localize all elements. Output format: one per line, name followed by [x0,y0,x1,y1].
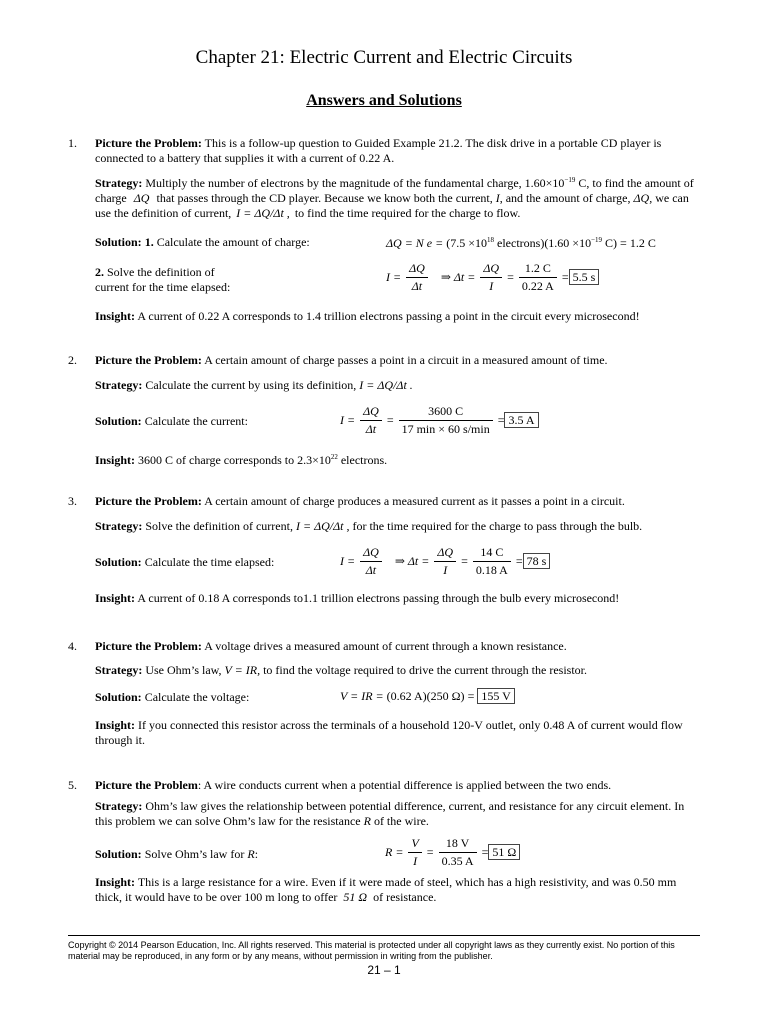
insight-label: Insight: [95,875,136,889]
strategy-text: to find the time required for the charge to flow. [294,206,521,220]
inline-equation: V = IR, [224,663,261,677]
equation-part: C [602,236,614,250]
fraction [399,404,493,437]
equation-result: = 1.2 C [620,236,656,250]
inline-equation: I = ΔQ/Δt . [359,378,413,392]
strategy-paragraph [95,378,700,393]
insight-paragraph [95,450,700,468]
picture-text: A certain amount of charge produces a measured current as it passes a point in a circuit. [204,494,625,508]
problem-5 [68,778,700,908]
equation-part: electrons [494,236,541,250]
insight-label: Insight: [95,309,136,323]
insight-text: A current of 0.22 A corresponds to 1.4 trillion electrons passing a point in the circuit every microsecond! [137,309,640,323]
denominator: 0.35 A [441,854,474,868]
problem-number: 4. [68,639,77,653]
solution-text: Calculate the current: [144,414,248,428]
problem-number: 2. [68,353,77,367]
solution-label: Solution: [95,690,142,704]
strategy-italic: R [363,814,371,828]
strategy-text: charge, [595,191,631,205]
answer-box: 3.5 A [504,412,538,428]
inline-equation: 51 Ω [343,890,368,904]
solution-text: : [254,847,259,861]
insight-text: A current of 0.18 A corresponds to1.1 trillion electrons passing through the bulb every microsecond! [137,591,620,605]
strategy-label: Strategy: [95,663,143,677]
fraction [406,261,428,294]
strategy-text: of the wire. [373,814,429,828]
solution-text: Calculate the amount of charge: [156,235,310,249]
fraction [439,836,477,869]
numerator: ΔQ [406,261,428,278]
equation-voltage [340,689,515,704]
insight-paragraph [95,591,700,606]
picture-label: Picture the Problem: [95,136,202,150]
numerator: 18 V [439,836,477,853]
insight-label: Insight: [95,718,136,732]
picture-paragraph [95,778,700,793]
picture-label: Picture the Problem: [95,494,202,508]
problem-number: 1. [68,136,77,150]
insight-text: 3600 C of charge corresponds to 2.3×10 [138,453,331,467]
solution-step-number: 1. [144,235,154,249]
inline-equation: I = ΔQ/Δt , [295,519,350,533]
picture-label: Picture the Problem: [95,639,202,653]
solution-text: current for the time elapsed: [95,280,231,294]
page-number: 21 – 1 [367,963,401,977]
strategy-text: we can use the definition of current, [95,191,689,220]
strategy-paragraph [95,519,700,534]
strategy-text: , and the amount of [499,191,593,205]
answer-box: 51 Ω [488,844,520,860]
equation-time: I = $\frac{\Delta Q}{\Delta t}$ ⇒ Δt = $\frac{\Delta Q}{I}$ = $\frac{1.2 C}{0.22 A}$ = 5.5 s [386,261,599,294]
solution-label: Solution: [95,235,142,249]
equation-part: I = [386,270,402,284]
problem-2 [68,353,700,468]
numerator: 3600 C [399,404,493,421]
numerator: 14 C [473,545,511,562]
insight-exponent: 22 [330,453,338,461]
answer-box: 155 V [477,688,514,704]
picture-paragraph [95,136,700,166]
answer-box: 78 s [523,553,551,569]
insight-text: of resistance. [373,890,437,904]
fraction [480,261,502,294]
equation-part: ⇒ Δt = [440,270,476,284]
numerator: V [408,836,421,853]
denominator: 17 min × 60 s/min [401,422,490,436]
picture-text: : A wire conducts current when a potential difference is applied between the two ends. [197,778,612,792]
chapter-title: Chapter 21: Electric Current and Electric Circuits [195,47,573,68]
equation-part: V = IR = [340,689,387,703]
strategy-paragraph [95,799,700,829]
equation-part: R = [385,845,404,859]
insight-label: Insight: [95,453,136,467]
equation-resistance: R = $\frac{V}{I}$ = $\frac{18 V}{0.35 A}$ = 51 Ω [385,836,520,869]
equation-part: (0.62 A) [386,689,427,703]
strategy-text: Ohm’s law gives the relationship between potential difference, current, and resistance for any circuit element. In this problem we can solve Ohm’s law for the resistance [95,799,685,828]
equation-charge: ΔQ = N $e = (7.5 \times 10^{18}$ electrons)(1.60 $\times 10^{-19}$ C) = 1.2 C [386,236,656,250]
page-subtitle: Answers and Solutions [306,92,462,109]
strategy-paragraph [95,663,700,678]
picture-text: This is a follow-up question to Guided Example 21.2. The disk drive in a portable CD player is connected to a battery that supplies it with a current of 0.22 A. [95,136,662,165]
picture-paragraph [95,639,700,654]
picture-label: Picture the Problem: [95,353,202,367]
strategy-paragraph [95,173,700,221]
strategy-text: Multiply the number of electrons by the magnitude of the fundamental charge, 1.60×10 [145,176,565,190]
inline-equation: I = ΔQ/Δt , [236,206,290,220]
insight-text: This is a large resistance for a wire. Even if it were made of steel, which has a high resistivity, and was 0.50 mm thick, it would have to be over 100 m long to offer [95,875,677,904]
picture-text: A voltage drives a measured amount of current through a known resistance. [204,639,567,653]
numerator: 1.2 C [519,261,557,278]
equation-exponent: 18 [487,236,494,244]
problem-4 [68,639,700,754]
solution-text: Calculate the time elapsed: [144,555,275,569]
insight-text: If you connected this resistor across the terminals of a household 120-V outlet, only 0.48 A of current would flow through it. [95,718,683,747]
fraction [473,545,511,578]
picture-paragraph [95,353,700,368]
numerator: ΔQ [434,545,456,562]
denominator: Δt [365,563,377,577]
denominator: I [443,563,448,577]
fraction [360,545,382,578]
strategy-label: Strategy: [95,378,143,392]
problem-1 [68,136,700,326]
solution-text: Calculate the voltage: [144,690,250,704]
strategy-label: Strategy: [95,799,143,813]
insight-label: Insight: [95,591,136,605]
copyright-footer: Copyright © 2014 Pearson Education, Inc. All rights reserved. This material is protected under all copyright laws as they currently exist. No portion of this material may be reproduced, in any form or by any means, without permission in writing from the publisher. [68,935,700,962]
insight-paragraph [95,309,700,324]
equation-part: I = [340,554,356,568]
solution-label: Solution: [95,555,142,569]
strategy-text: Calculate the current by using its definition, [145,378,357,392]
equation-time-elapsed: I = $\frac{\Delta Q}{\Delta t}$ ⇒ Δt = $\frac{\Delta Q}{I}$ = $\frac{14 C}{0.18 A}$ = 78 s [340,545,550,578]
solution-label: Solution: [95,847,142,861]
picture-paragraph [95,494,700,509]
strategy-label: Strategy: [95,519,143,533]
problem-number: 5. [68,778,77,792]
strategy-text: C, to find the amount of charge [95,176,694,205]
answer-box: 5.5 s [569,269,600,285]
insight-text: electrons. [337,453,388,467]
solution-text: Solve the definition of [107,265,215,279]
equation-exponent: −19 [591,236,603,244]
denominator: Δt [365,422,377,436]
fraction [408,836,421,869]
denominator: I [489,279,494,293]
numerator: ΔQ [480,261,502,278]
equation-part: (1.60 ×10 [544,236,592,250]
insight-paragraph [95,875,700,905]
denominator: I [413,854,418,868]
solution-italic: R [247,847,255,861]
strategy-text: that passes through the CD player. Because we know both the current, [156,191,493,205]
strategy-text: Solve the definition of current, [145,519,293,533]
strategy-italic: I [495,191,500,205]
denominator: 0.18 A [475,563,508,577]
equation-part: I = [340,413,356,427]
picture-label: Picture the Problem [95,778,198,792]
picture-text: A certain amount of charge passes a point in a circuit in a measured amount of time. [204,353,608,367]
fraction [519,261,557,294]
fraction [434,545,456,578]
solution-step-number: 2. [95,265,104,279]
inline-equation: ΔQ [133,191,150,205]
equation-part: ΔQ = N e = [386,236,447,250]
numerator: ΔQ [360,404,382,421]
equation-part: = [464,689,478,703]
strategy-text: to find the voltage required to drive the current through the resistor. [263,663,587,677]
problem-number: 3. [68,494,77,508]
strategy-text: Use Ohm’s law, [145,663,222,677]
strategy-exponent: −19 [564,176,576,184]
equation-part: (7.5 ×10 [446,236,487,250]
equation-current: I = $\frac{\Delta Q}{\Delta t}$ = $\frac{3600 C}{17 \min \times 60 s/\min}$ = 3.5 A [340,404,539,437]
denominator: 0.22 A [521,279,554,293]
insight-paragraph [95,718,700,748]
equation-part: ⇒ Δt = [394,554,430,568]
solution-text: Solve Ohm’s law for [144,847,245,861]
denominator: Δt [411,279,423,293]
fraction [360,404,382,437]
solution-label: Solution: [95,414,142,428]
strategy-text: for the time required for the charge to pass through the bulb. [352,519,643,533]
numerator: ΔQ [360,545,382,562]
equation-part: (250 Ω) [426,689,465,703]
problem-3 [68,494,700,609]
inline-equation: ΔQ, [633,191,653,205]
strategy-label: Strategy: [95,176,143,190]
